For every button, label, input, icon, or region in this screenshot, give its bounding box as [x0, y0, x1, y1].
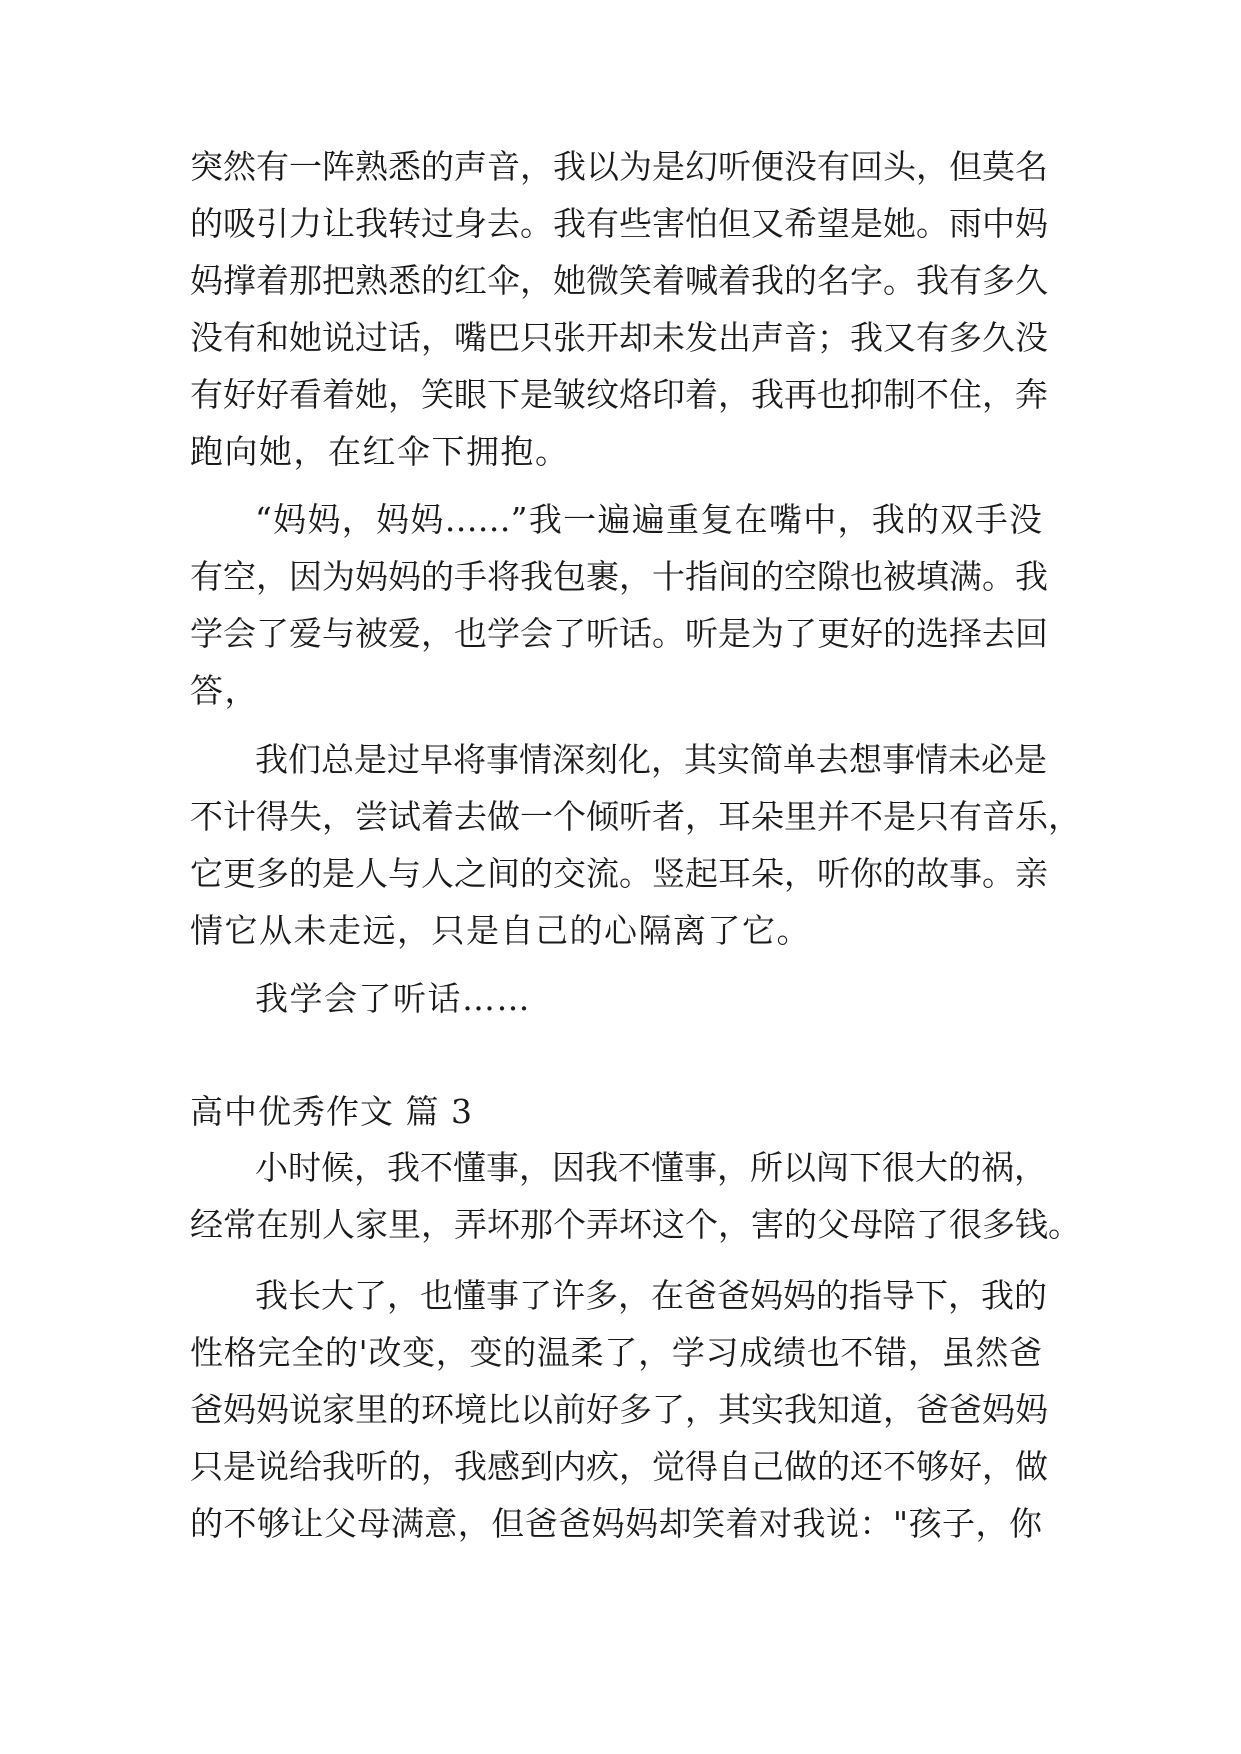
paragraph-4-line-1: 我学会了听话…… [255, 979, 531, 1018]
paragraph-3-line-2: 不计得失，尝试着去做一个倾听者，耳朵里并不是只有音乐， [190, 797, 1081, 836]
paragraph-1-line-6: 跑向她，在红伞下拥抱。 [190, 432, 570, 471]
paragraph-2-line-2: 有空，因为妈妈的手将我包裹，十指间的空隙也被填满。我 [190, 557, 1048, 596]
section-paragraph-2-line-2: 性格完全的'改变，变的温柔了，学习成绩也不错，虽然爸 [190, 1333, 1042, 1372]
section-paragraph-1-line-1: 小时候，我不懂事，因我不懂事，所以闯下很大的祸， [255, 1148, 1047, 1187]
paragraph-3-line-4: 情它从未走远，只是自己的心隔离了它。 [190, 911, 811, 950]
paragraph-1-line-1: 突然有一阵熟悉的声音，我以为是幻听便没有回头，但莫名 [190, 147, 1048, 186]
section-paragraph-2-line-5: 的不够让父母满意，但爸爸妈妈却笑着对我说："孩子，你 [190, 1504, 1042, 1543]
section-heading: 高中优秀作文 篇 3 [190, 1092, 473, 1131]
section-paragraph-1-line-2: 经常在别人家里，弄坏那个弄坏这个，害的父母陪了很多钱。 [190, 1205, 1081, 1244]
paragraph-2-line-1: “妈妈，妈妈……”我一遍遍重复在嘴中，我的双手没 [255, 500, 1042, 539]
paragraph-2-line-4: 答， [190, 671, 259, 710]
paragraph-3-line-1: 我们总是过早将事情深刻化，其实简单去想事情未必是 [255, 740, 1047, 779]
paragraph-1-line-4: 没有和她说过话，嘴巴只张开却未发出声音；我又有多久没 [190, 318, 1048, 357]
section-paragraph-2-line-4: 只是说给我听的，我感到内疚，觉得自己做的还不够好，做 [190, 1447, 1048, 1486]
paragraph-3-line-3: 它更多的是人与人之间的交流。竖起耳朵，听你的故事。亲 [190, 854, 1048, 893]
paragraph-2-line-3: 学会了爱与被爱，也学会了听话。听是为了更好的选择去回 [190, 614, 1048, 653]
section-paragraph-2-line-1: 我长大了，也懂事了许多，在爸爸妈妈的指导下，我的 [255, 1276, 1047, 1315]
paragraph-1-line-2: 的吸引力让我转过身去。我有些害怕但又希望是她。雨中妈 [190, 204, 1048, 243]
paragraph-1-line-5: 有好好看着她，笑眼下是皱纹烙印着，我再也抑制不住，奔 [190, 375, 1048, 414]
paragraph-1-line-3: 妈撑着那把熟悉的红伞，她微笑着喊着我的名字。我有多久 [190, 261, 1048, 300]
section-paragraph-2-line-3: 爸妈妈说家里的环境比以前好多了，其实我知道，爸爸妈妈 [190, 1390, 1048, 1429]
